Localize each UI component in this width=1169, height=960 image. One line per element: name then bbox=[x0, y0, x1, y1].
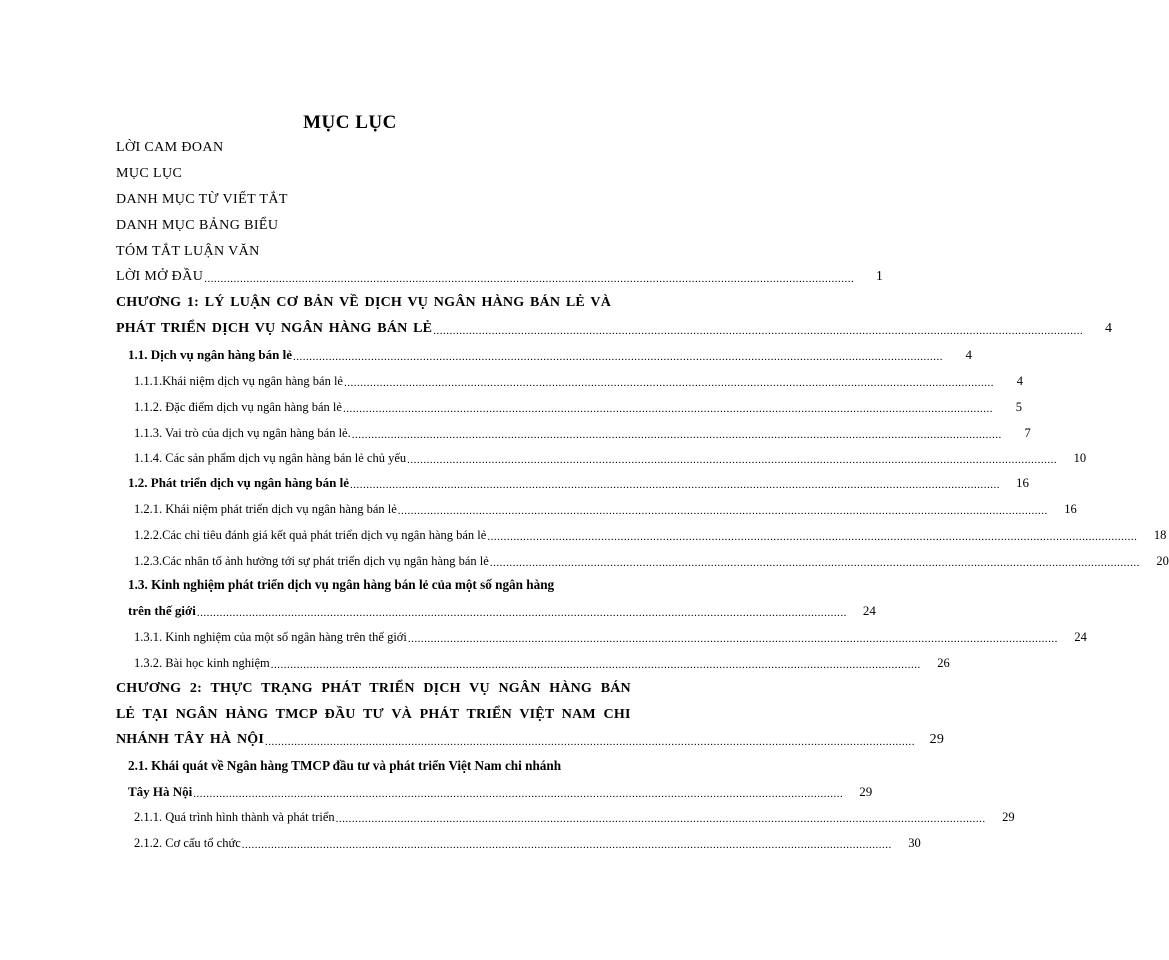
leader-dots: ........................................................................................................................................................................................................ bbox=[335, 813, 986, 825]
toc-front-tom-tat[interactable]: TÓM TẮT LUẬN VĂN bbox=[116, 244, 260, 259]
toc-entry-label: 1.3.2. Bài học kinh nghiệm bbox=[134, 656, 270, 670]
toc-entry-intro[interactable] bbox=[116, 268, 884, 286]
toc-section-1-1[interactable] bbox=[128, 346, 972, 364]
toc-page-number: 4 bbox=[1016, 374, 1023, 388]
toc-page-number: 16 bbox=[1016, 475, 1030, 490]
toc-entry-label: PHÁT TRIỂN DỊCH VỤ NGÂN HÀNG BÁN LẺ bbox=[116, 321, 433, 336]
leader-dots: ........................................................................................................................................................................................................ bbox=[407, 454, 1058, 466]
leader-dots: ........................................................................................................................................................................................................ bbox=[342, 403, 993, 415]
toc-page-number: 5 bbox=[1015, 400, 1022, 414]
toc-entry-label: 1.2.2.Các chỉ tiêu đánh giá kết quả phát triển dịch vụ ngân hàng bán lẻ bbox=[134, 528, 487, 542]
toc-section-1-3-2[interactable] bbox=[134, 654, 950, 672]
toc-section-1-2-3[interactable] bbox=[134, 552, 1169, 570]
toc-page-number: 7 bbox=[1024, 426, 1031, 440]
toc-entry-label: 2.1.1. Quá trình hình thành và phát triển bbox=[134, 810, 335, 824]
leader-dots: ........................................................................................................................................................................................................ bbox=[350, 479, 1001, 491]
toc-entry-label: LỜI MỞ ĐẦU bbox=[116, 269, 204, 284]
toc-page-number: 26 bbox=[937, 656, 950, 670]
toc-section-1-2-2[interactable] bbox=[134, 526, 1167, 544]
toc-chapter2-line2[interactable]: LẺ TẠI NGÂN HÀNG TMCP ĐẦU TƯ VÀ PHÁT TRIỂN VIỆT NAM CHI bbox=[116, 707, 631, 722]
toc-page-number: 20 bbox=[1156, 554, 1169, 568]
toc-entry-label: 1.3.1. Kinh nghiệm của một số ngân hàng trên thế giới bbox=[134, 630, 407, 644]
toc-front-bang-bieu[interactable]: DANH MỤC BẢNG BIỂU bbox=[116, 218, 279, 233]
toc-entry-label: Tây Hà Nội bbox=[128, 784, 193, 799]
toc-front-viet-tat[interactable]: DANH MỤC TỪ VIẾT TẮT bbox=[116, 192, 288, 207]
leader-dots: ........................................................................................................................................................................................................ bbox=[407, 633, 1058, 645]
toc-chapter2-line1[interactable]: CHƯƠNG 2: THỰC TRẠNG PHÁT TRIỂN DỊCH VỤ NGÂN HÀNG BÁN bbox=[116, 681, 631, 696]
toc-section-1-3-1[interactable] bbox=[134, 628, 1087, 646]
toc-section-1-1-3[interactable] bbox=[134, 424, 1031, 442]
leader-dots: ........................................................................................................................................................................................................ bbox=[487, 531, 1138, 543]
toc-section-1-2[interactable] bbox=[128, 474, 1030, 492]
leader-dots: ........................................................................................................................................................................................................ bbox=[241, 839, 892, 851]
toc-chapter1-line2[interactable] bbox=[116, 320, 1113, 338]
leader-dots: ........................................................................................................................................................................................................ bbox=[433, 325, 1084, 337]
toc-page-number: 4 bbox=[965, 347, 972, 362]
toc-entry-label: 1.2.3.Các nhân tố ảnh hưởng tới sự phát triển dịch vụ ngân hàng bán lẻ bbox=[134, 554, 489, 568]
leader-dots: ........................................................................................................................................................................................................ bbox=[193, 788, 844, 800]
toc-page-number: 29 bbox=[1002, 810, 1015, 824]
toc-section-2-1-line1[interactable]: 2.1. Khái quát về Ngân hàng TMCP đầu tư và phát triển Việt Nam chi nhánh bbox=[128, 758, 562, 773]
toc-entry-label: 1.1.2. Đặc điểm dịch vụ ngân hàng bán lẻ bbox=[134, 400, 342, 414]
toc-entry-label: 1.1. Dịch vụ ngân hàng bán lẻ bbox=[128, 347, 292, 362]
leader-dots: ........................................................................................................................................................................................................ bbox=[265, 736, 916, 748]
toc-section-1-1-2[interactable] bbox=[134, 398, 1022, 416]
toc-entry-label: 1.2.1. Khái niệm phát triển dịch vụ ngân hàng bán lẻ bbox=[134, 502, 397, 516]
toc-page-number: 16 bbox=[1064, 502, 1077, 516]
toc-page-number: 29 bbox=[929, 732, 945, 747]
toc-page-number: 24 bbox=[862, 603, 876, 618]
toc-entry-label: trên thế giới bbox=[128, 603, 196, 618]
toc-page-number: 10 bbox=[1073, 451, 1087, 465]
leader-dots: ........................................................................................................................................................................................................ bbox=[293, 351, 943, 363]
toc-section-2-1-2[interactable] bbox=[134, 834, 921, 852]
toc-front-cam-doan[interactable]: LỜI CAM ĐOAN bbox=[116, 140, 224, 155]
toc-section-1-1-4[interactable] bbox=[134, 449, 1087, 467]
leader-dots: ........................................................................................................................................................................................................ bbox=[397, 505, 1048, 517]
toc-chapter2-line3[interactable] bbox=[116, 731, 945, 749]
toc-page-number: 29 bbox=[859, 784, 873, 799]
leader-dots: ........................................................................................................................................................................................................ bbox=[351, 429, 1002, 441]
toc-section-1-3-line1[interactable]: 1.3. Kinh nghiệm phát triển dịch vụ ngân hàng bán lẻ của một số ngân hàng bbox=[128, 577, 555, 592]
toc-section-1-3-line2[interactable] bbox=[128, 602, 876, 620]
toc-page-number: 18 bbox=[1153, 528, 1167, 542]
toc-section-1-2-1[interactable] bbox=[134, 500, 1077, 518]
toc-entry-label: 1.1.1.Khái niệm dịch vụ ngân hàng bán lẻ bbox=[134, 374, 343, 388]
toc-entry-label: 1.2. Phát triển dịch vụ ngân hàng bán lẻ bbox=[128, 475, 350, 490]
leader-dots: ........................................................................................................................................................................................................ bbox=[343, 377, 994, 389]
toc-page-number: 4 bbox=[1105, 321, 1113, 336]
leader-dots: ........................................................................................................................................................................................................ bbox=[489, 557, 1140, 569]
toc-entry-label: NHÁNH TÂY HÀ NỘI bbox=[116, 732, 265, 747]
leader-dots: ........................................................................................................................................................................................................ bbox=[196, 607, 847, 619]
toc-page-number: 1 bbox=[875, 269, 884, 284]
toc-section-1-1-1[interactable] bbox=[134, 372, 1023, 390]
toc-page-number: 30 bbox=[908, 836, 921, 850]
toc-section-2-1-line2[interactable] bbox=[128, 783, 873, 801]
page-title: MỤC LỤC bbox=[303, 112, 397, 133]
toc-entry-label: 1.1.4. Các sản phẩm dịch vụ ngân hàng bán lẻ chủ yếu bbox=[134, 451, 407, 465]
toc-front-muc-luc[interactable]: MỤC LỤC bbox=[116, 166, 183, 181]
toc-chapter1-line1[interactable]: CHƯƠNG 1: LÝ LUẬN CƠ BẢN VỀ DỊCH VỤ NGÂN HÀNG BÁN LẺ VÀ bbox=[116, 295, 612, 310]
leader-dots: ........................................................................................................................................................................................................ bbox=[270, 659, 921, 671]
leader-dots: ........................................................................................................................................................................................................ bbox=[204, 273, 855, 285]
toc-entry-label: 2.1.2. Cơ cấu tổ chức bbox=[134, 836, 241, 850]
toc-entry-label: 1.1.3. Vai trò của dịch vụ ngân hàng bán lẻ. bbox=[134, 426, 351, 440]
toc-page-number: 24 bbox=[1074, 630, 1087, 644]
toc-section-2-1-1[interactable] bbox=[134, 808, 1015, 826]
